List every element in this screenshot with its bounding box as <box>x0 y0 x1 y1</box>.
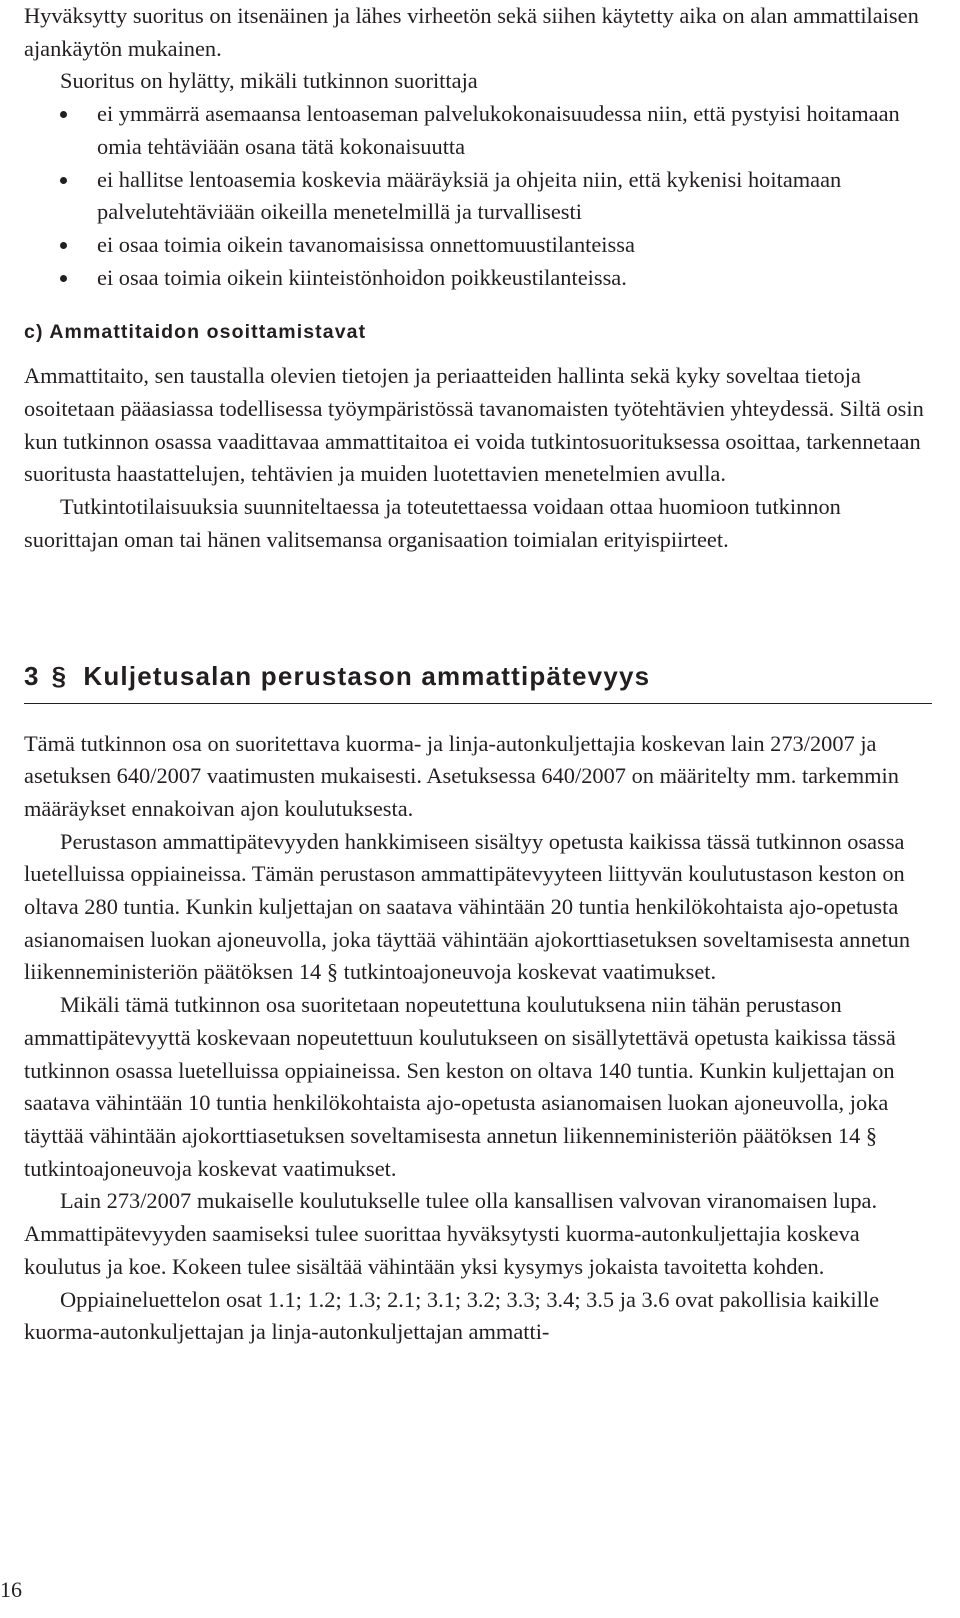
paragraph-approved: Hyväksytty suoritus on itsenäinen ja lähes virheetön sekä siihen käytetty aika on alan ammattilaisen ajankäytön mukainen. <box>24 3 919 61</box>
paragraph-3-1: Tämä tutkinnon osa on suoritettava kuorma- ja linja-autonkuljettajia koskevan lain 273/2007 ja asetuksen 640/2007 vaatimusten mukaisesti. Asetuksessa 640/2007 on määritelty mm. tarkemmin määräykset ennakoivan ajon koulutuksesta. <box>24 730 899 821</box>
paragraph-3-5: Oppiaineluettelon osat 1.1; 1.2; 1.3; 2.1; 3.1; 3.2; 3.3; 3.4; 3.5 ja 3.6 ovat pakollisia kaikille kuorma-autonkuljettajan ja linja-autonkuljettajan ammatti- <box>24 1286 880 1345</box>
paragraph-c-1: Ammattitaito, sen taustalla olevien tietojen ja periaatteiden hallinta sekä kyky soveltaa tietoja osoitetaan pääasiassa todellisessa työympäristössä tavanomaisten työtehtävien yhteydessä. Siltä osin kun tutkinnon osassa vaadittavaa ammattitaitoa ei voida tutkintosuorituksessa osoittaa, tarkennetaan suoritusta haastattelujen, tehtävien ja muiden luotettavien menetelmien avulla. <box>24 363 924 487</box>
section-number: 3 <box>24 660 40 691</box>
subheading-c: c) Ammattitaidon osoittamistavat <box>24 321 367 344</box>
bullet-icon <box>60 177 67 184</box>
paragraph-3-4: Lain 273/2007 mukaiselle koulutukselle tulee olla kansallisen valvovan viranomaisen lupa. Ammattipätevyyden saamiseksi tulee suorittaa hyväksytysti kuorma-autonkuljettajia koskeva koulutus ja koe. Kokeen tulee sisältää vähintään yksi kysymys jokaista tavoitetta kohden. <box>24 1188 878 1279</box>
section-title <box>24 661 932 704</box>
list-item: ei osaa toimia oikein kiinteistönhoidon poikkeustilanteissa. <box>24 262 932 295</box>
paragraph-3-3: Mikäli tämä tutkinnon osa suoritetaan nopeutettuna koulutuksena niin tähän perustason ammattipätevyyttä koskevaan nopeutettuun koulutukseen on sisällytettävä opetusta kaikissa tässä tutkinnon osassa luetelluissa oppiaineissa. Sen keston on oltava 140 tuntia. Kunkin kuljettajan on saatava vähintään 10 tuntia henkilökohtaista ajo-opetusta asianomaisen luokan ajoneuvolla, joka täyttää vähintään ajokorttiasetuksen soveltamisesta annetun liikenneministeriön päätöksen 14 § tutkintoajoneuvoja koskevat vaatimukset. <box>24 992 896 1181</box>
list-item: ei hallitse lentoasemia koskevia määräyksiä ja ohjeita niin, että kykenisi hoitamaan palvelutehtäviään oikeilla menetelmillä ja turvallisesti <box>24 164 932 229</box>
page-content <box>24 0 932 1349</box>
paragraph-c-2: Tutkintotilaisuuksia suunniteltaessa ja toteutettaessa voidaan ottaa huomioon tutkinnon suorittajan oman tai hänen valitsemansa organisaation toimialan erityispiirteet. <box>24 494 841 552</box>
bullet-icon <box>60 111 67 118</box>
list-item: ei ymmärrä asemaansa lentoaseman palvelukokonaisuudessa niin, että pystyisi hoitamaan omia tehtäviään osana tätä kokonaisuutta <box>24 98 932 163</box>
rejection-criteria-list <box>24 98 932 294</box>
section-title-text: Kuljetusalan perustason ammattipätevyys <box>83 660 651 691</box>
page-number: 16 <box>0 1577 22 1602</box>
bullet-icon <box>60 242 67 249</box>
section-sign: § <box>51 660 68 691</box>
paragraph-3-2: Perustason ammattipätevyyden hankkimiseen sisältyy opetusta kaikissa tässä tutkinnon osassa luetelluissa oppiaineissa. Tämän perustason ammattipätevyyteen liittyvän koulutustason keston on oltava 280 tuntia. Kunkin kuljettajan on saatava vähintään 20 tuntia henkilökohtaista ajo-opetusta asianomaisen luokan ajoneuvolla, joka täyttää vähintään ajokorttiasetuksen soveltamisesta annetun liikenneministeriön päätöksen 14 § tutkintoajoneuvoja koskevat vaatimukset. <box>24 828 911 985</box>
paragraph-rejected-intro: Suoritus on hylätty, mikäli tutkinnon suorittaja <box>60 68 478 94</box>
bullet-icon <box>60 275 67 282</box>
list-item: ei osaa toimia oikein tavanomaisissa onnettomuustilanteissa <box>24 229 932 262</box>
